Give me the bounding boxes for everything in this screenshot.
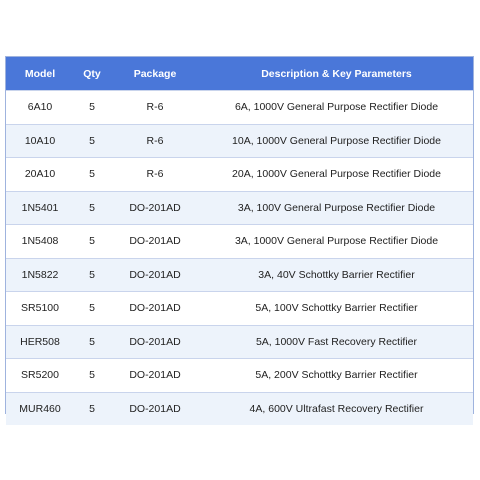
cell-description: 5A, 200V Schottky Barrier Rectifier xyxy=(200,359,473,393)
cell-qty: 5 xyxy=(74,91,110,125)
cell-package: DO-201AD xyxy=(110,191,200,225)
cell-qty: 5 xyxy=(74,292,110,326)
cell-model: 10A10 xyxy=(6,124,74,158)
table-row xyxy=(6,392,473,425)
cell-qty: 5 xyxy=(74,225,110,259)
table-header-row xyxy=(6,57,473,91)
cell-qty: 5 xyxy=(74,258,110,292)
cell-description: 3A, 40V Schottky Barrier Rectifier xyxy=(200,258,473,292)
table-row xyxy=(6,191,473,225)
cell-package: DO-201AD xyxy=(110,359,200,393)
cell-package: R-6 xyxy=(110,124,200,158)
cell-qty: 5 xyxy=(74,191,110,225)
cell-model: 20A10 xyxy=(6,158,74,192)
cell-description: 3A, 1000V General Purpose Rectifier Diode xyxy=(200,225,473,259)
parts-table-container xyxy=(5,56,474,414)
cell-qty: 5 xyxy=(74,325,110,359)
cell-qty: 5 xyxy=(74,158,110,192)
table-row xyxy=(6,292,473,326)
table-row xyxy=(6,124,473,158)
header-package: Package xyxy=(110,57,200,91)
cell-model: 1N5408 xyxy=(6,225,74,259)
cell-description: 3A, 100V General Purpose Rectifier Diode xyxy=(200,191,473,225)
cell-model: SR5200 xyxy=(6,359,74,393)
header-model: Model xyxy=(6,57,74,91)
table-row xyxy=(6,258,473,292)
header-qty: Qty xyxy=(74,57,110,91)
cell-qty: 5 xyxy=(74,392,110,425)
cell-model: 1N5401 xyxy=(6,191,74,225)
cell-description: 4A, 600V Ultrafast Recovery Rectifier xyxy=(200,392,473,425)
cell-package: R-6 xyxy=(110,158,200,192)
cell-model: SR5100 xyxy=(6,292,74,326)
table-row xyxy=(6,158,473,192)
table-row xyxy=(6,359,473,393)
cell-qty: 5 xyxy=(74,359,110,393)
table-row xyxy=(6,91,473,125)
cell-package: DO-201AD xyxy=(110,292,200,326)
cell-description: 20A, 1000V General Purpose Rectifier Diode xyxy=(200,158,473,192)
cell-model: HER508 xyxy=(6,325,74,359)
cell-model: 6A10 xyxy=(6,91,74,125)
parts-table xyxy=(6,57,473,425)
header-description: Description & Key Parameters xyxy=(200,57,473,91)
cell-package: DO-201AD xyxy=(110,258,200,292)
cell-qty: 5 xyxy=(74,124,110,158)
cell-description: 10A, 1000V General Purpose Rectifier Diode xyxy=(200,124,473,158)
cell-package: DO-201AD xyxy=(110,392,200,425)
cell-description: 5A, 100V Schottky Barrier Rectifier xyxy=(200,292,473,326)
table-row xyxy=(6,225,473,259)
cell-description: 6A, 1000V General Purpose Rectifier Diode xyxy=(200,91,473,125)
cell-model: 1N5822 xyxy=(6,258,74,292)
cell-package: DO-201AD xyxy=(110,225,200,259)
table-row xyxy=(6,325,473,359)
cell-package: DO-201AD xyxy=(110,325,200,359)
cell-model: MUR460 xyxy=(6,392,74,425)
cell-description: 5A, 1000V Fast Recovery Rectifier xyxy=(200,325,473,359)
cell-package: R-6 xyxy=(110,91,200,125)
